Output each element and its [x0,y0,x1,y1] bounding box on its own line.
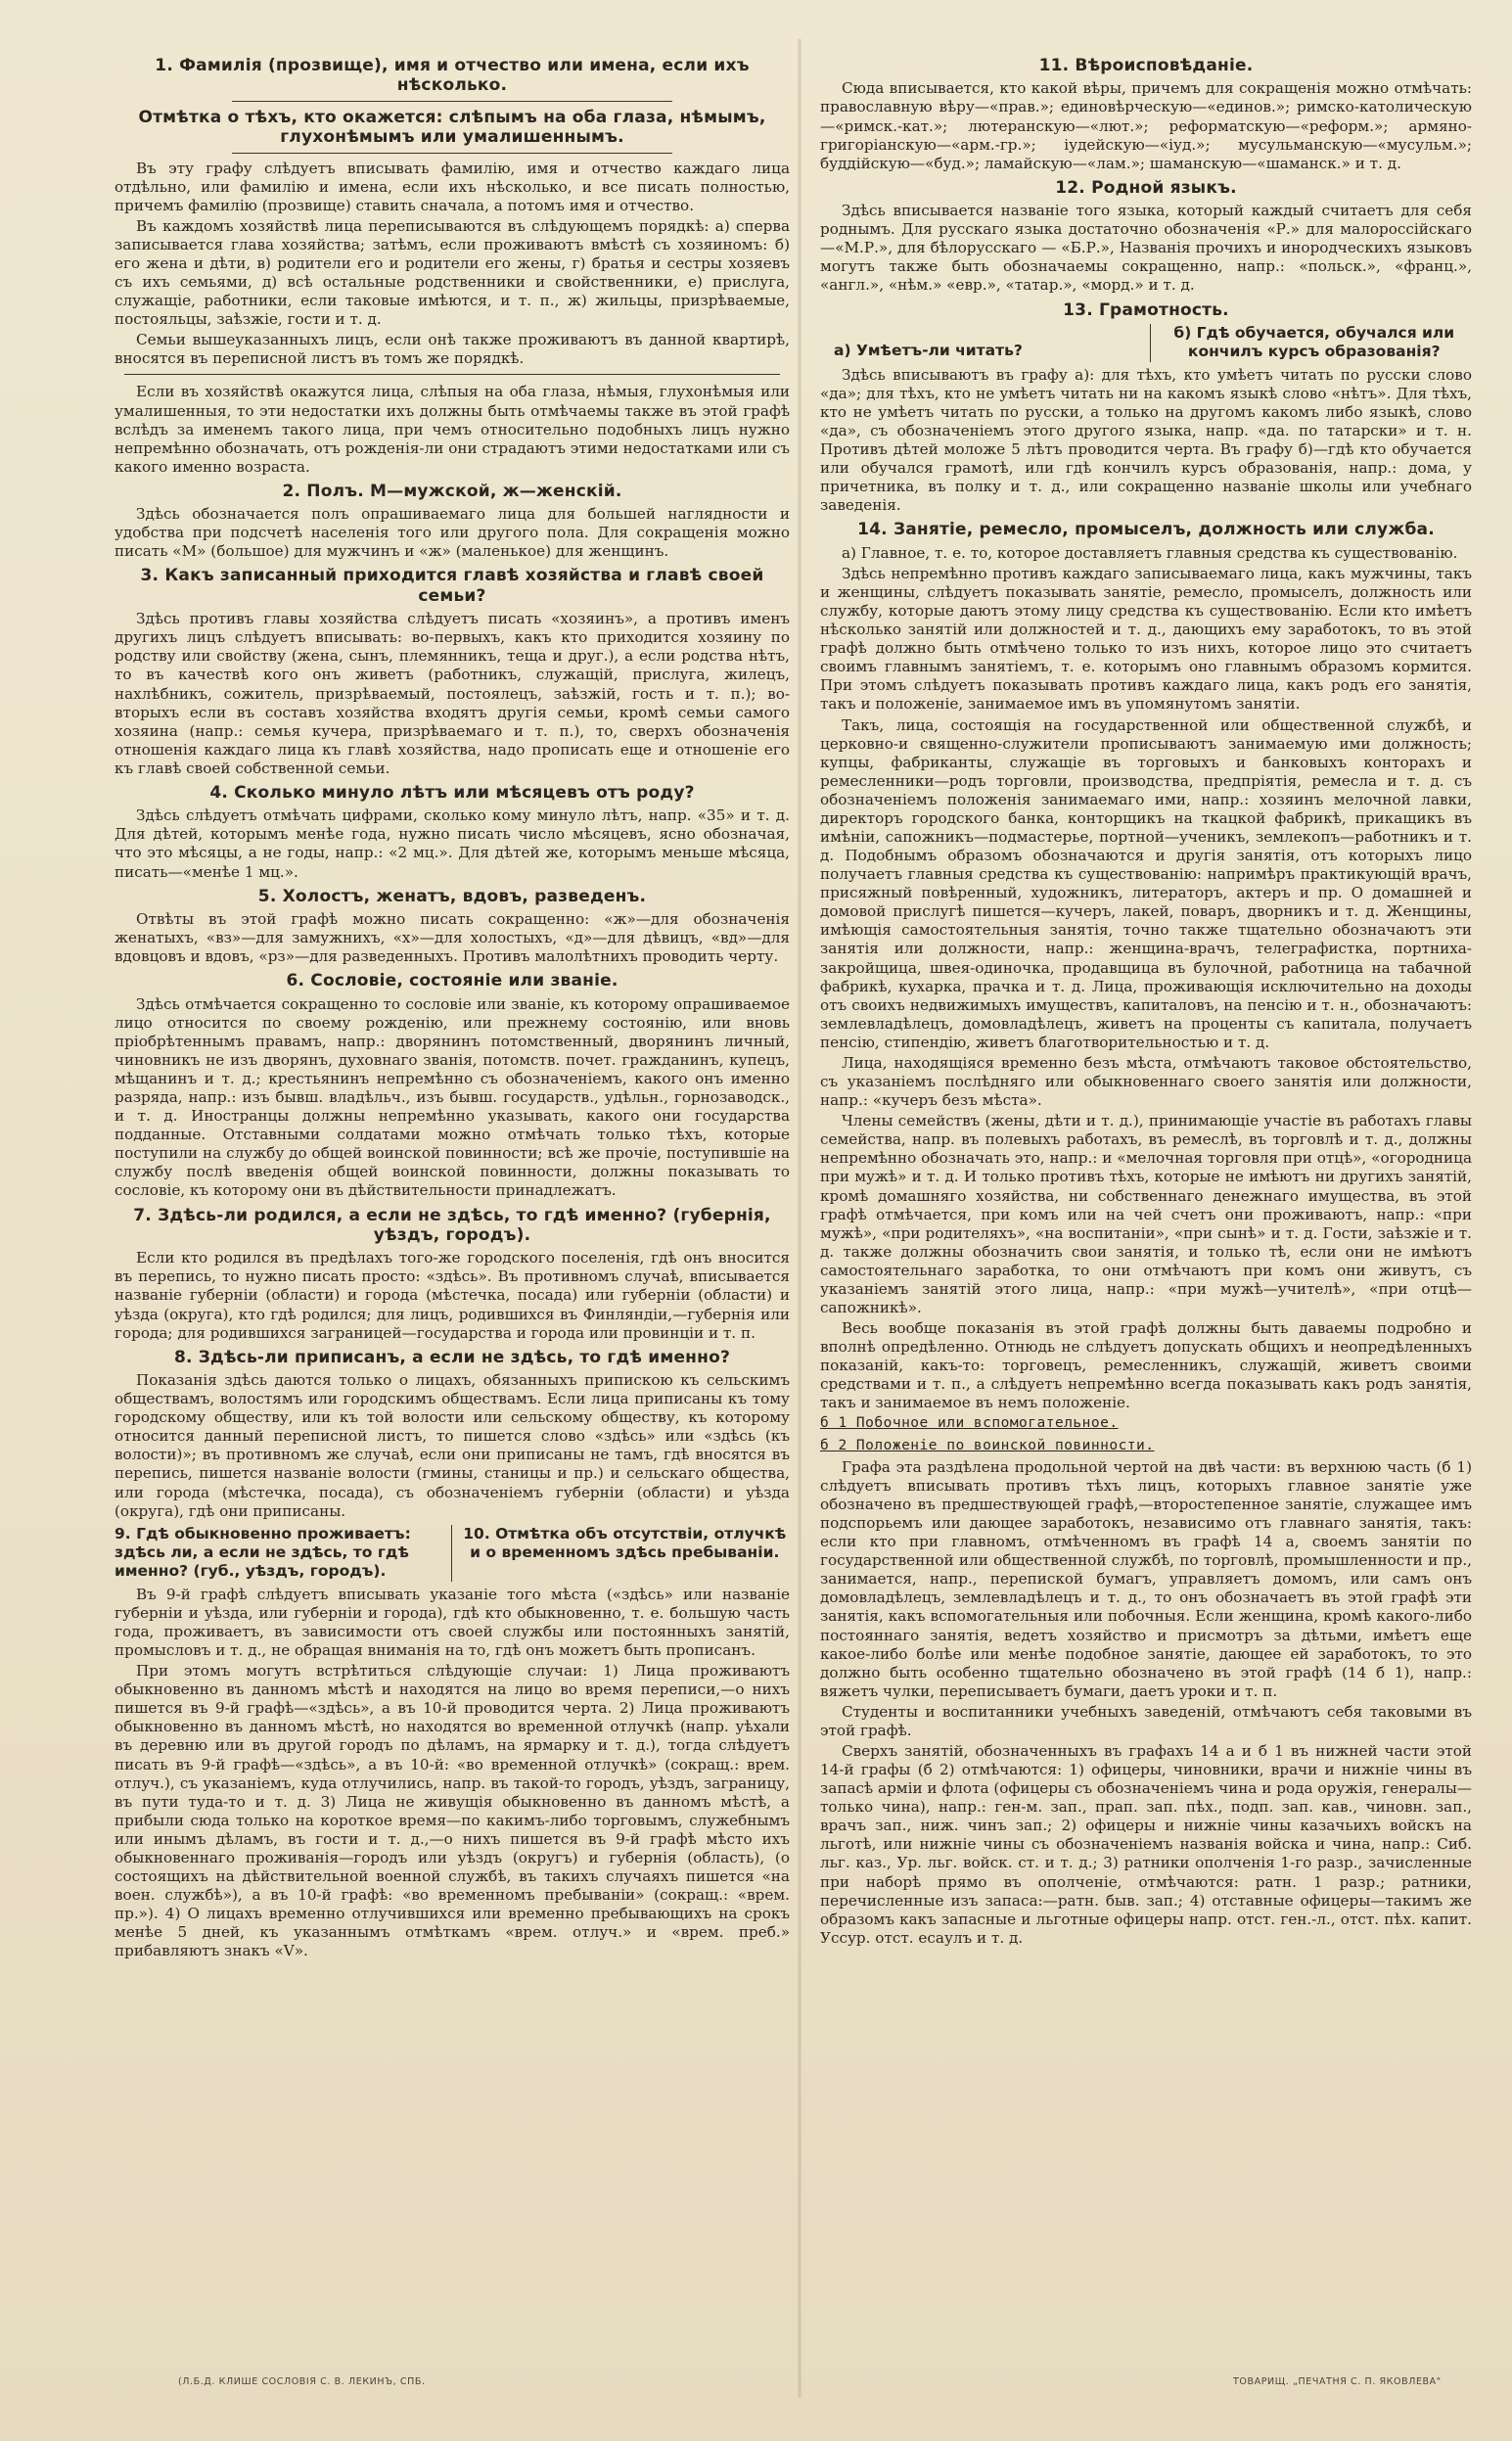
paragraph: а) Главное, т. е. то, которое доставляетъ главныя средства къ существованію. [842,543,1458,562]
heading-mark: Отмѣтка о тѣхъ, кто окажется: слѣпымъ на оба глаза, нѣмымъ, глухонѣмымъ или умалишеннымъ. [138,107,766,148]
heading-9-residence: 9. Гдѣ обыкновенно проживаетъ: здѣсь ли, а если не здѣсь, то гдѣ именно? (губ., уѣздъ, городъ). [115,1524,411,1581]
paragraph: Графа эта раздѣлена продольной чертой на двѣ части: въ верхнюю часть (б 1) слѣдуетъ вписывать противъ тѣхъ лицъ, которыхъ главное занятіе уже обозначено въ предшествующей графѣ,—второстепенное занятіе, служащее имъ подспорьемъ или дающее заработокъ, независимо отъ главнаго занятія, такъ: если кто при главномъ, отмѣченномъ въ графѣ 14 а, своемъ занятіи по государственной или общественной службѣ, по торговлѣ, промышленности и пр., занимается, напр., перепиской бумагъ, управляетъ домомъ, или самъ онъ домовладѣлецъ, землевладѣлецъ и т. д., то онъ обозначаетъ въ этой графѣ эти занятія, какъ вспомогательныя или побочныя. Если женщина, кромѣ какого-либо постояннаго занятія, ведетъ хозяйство и присмотръ за дѣтьми, имѣетъ еще какое-либо болѣе или менѣе подобное занятіе, дающее ей заработокъ, то это должно быть особенно тщательно обозначено въ этой графѣ (14 б 1), напр.: вяжетъ чулки, переписываетъ бумаги, даетъ уроки и т. п. [820,1457,1472,1700]
divider [232,153,672,154]
paragraph: Весь вообще показанія въ этой графѣ должны быть даваемы подробно и вполнѣ опредѣленно. Отнюдь не слѣдуетъ допускать общихъ и неопредѣленныхъ показаній, какъ-то: торговецъ, ремесленникъ, служащій, живетъ своими средствами и т. п., а слѣдуетъ непремѣнно всегда показывать какъ родъ занятія, такъ и занимаемое въ немъ положеніе. [820,1319,1472,1412]
heading-4-age: 4. Сколько минуло лѣтъ или мѣсяцевъ отъ роду? [209,782,695,803]
paragraph: Студенты и воспитанники учебныхъ заведеній, отмѣчаютъ себя таковыми въ этой графѣ. [820,1702,1472,1739]
heading-2-sex: 2. Полъ. М—мужской, ж—женскій. [282,481,622,501]
heading-13b: б) Гдѣ обучается, обучался или кончилъ курсъ образованія? [1150,324,1473,362]
paragraph: Здѣсь вписываютъ въ графу а): для тѣхъ, кто умѣетъ читать по русски слово «да»; для тѣхъ, кто не умѣетъ читать ни на какомъ языкѣ слово «нѣтъ». Для тѣхъ, кто не умѣетъ читать по русски, а только на другомъ какомъ либо языкѣ, слово «да», съ обозначеніемъ этого другого языка, напр. «да. по татарски» и т. н. Противъ дѣтей моложе 5 лѣтъ проводится черта. Въ графу б)—гдѣ кто обучается или обучался грамотѣ, или гдѣ кончилъ курсъ образованія, напр.: дома, у причетника, въ полку и т. д., или сокращенно названіе школы или учебнаго заведенія. [820,365,1472,515]
paragraph: Если въ хозяйствѣ окажутся лица, слѣпыя на оба глаза, нѣмыя, глухонѣмыя или умалишенныя, то эти недостатки ихъ должны быть отмѣчаемы также въ этой графѣ вслѣдъ за именемъ такого лица, при чемъ относительно подобныхъ лицъ нужно непремѣнно обозначать, отъ рожденія-ли они страдаютъ этими недостатками или съ какого именно возраста. [115,383,790,476]
paragraph: Сюда вписывается, кто какой вѣры, причемъ для сокращенія можно отмѣчать: православную вѣру—«прав.»; единовѣрческую—«единов.»; римско-католическую—«римск.-кат.»; лютеранскую—«лют.»; реформатскую—«реформ.»; армяно-григоріанскую—«арм.-гр.»; іудейскую—«іуд.»; мусульманскую—«мусульм.»; буддійскую—«буд.»; ламайскую—«лам.»; шаманскую—«шаманск.» и т. д. [820,79,1472,172]
paragraph: Здѣсь обозначается полъ опрашиваемаго лица для большей наглядности и удобства при подсчетѣ населенія того или другого пола. Для сокращенія можно писать «М» (большое) для мужчинъ и «ж» (маленькое) для женщинъ. [115,505,790,561]
paragraph: Здѣсь отмѣчается сокращенно то сословіе или званіе, къ которому опрашиваемое лицо относится по своему рожденію, или прежнему состоянію, или вновь пріобрѣтеннымъ правамъ, напр.: дворянинъ потомственный, дворянинъ личный, чиновникъ не изъ дворянъ, духовнаго званія, потомств. почет. гражданинъ, купецъ, мѣщанинъ и т. д.; крестьянинъ непремѣнно съ обозначеніемъ, какого онъ именно разряда, напр.: изъ бывш. владѣльч., изъ бывш. государств., удѣльн., горнозаводск., и т. д. Иностранцы должны непремѣнно указывать, какого они государства подданные. Отставными солдатами можно отмѣчать только тѣхъ, которые поступили на службу до общей воинской повинности; всѣ же прочіе, поступившіе на службу послѣ введенія общей воинской повинности, должны показывать то сословіе, къ которому они въ дѣйствительности принадлежатъ. [115,994,790,1200]
subheading-b1-text: б 1 Побочное или вспомогательное. [820,1415,1119,1432]
heading-6-estate: 6. Сословіе, состояніе или званіе. [286,971,619,991]
paragraph: Отвѣты въ этой графѣ можно писать сокращенно: «ж»—для обозначенія женатыхъ, «вз»—для замужнихъ, «х»—для холостыхъ, «д»—для дѣвицъ, «вд»—для вдовцовъ и вдовъ, «рз»—для разведенныхъ. Противъ малолѣтнихъ проводить черту. [115,910,790,966]
paragraph: Здѣсь слѣдуетъ отмѣчать цифрами, сколько кому минуло лѣтъ, напр. «35» и т. д. Для дѣтей, которымъ менѣе года, нужно писать число мѣсяцевъ, ясно обозначая, что это мѣсяцы, а не годы, напр.: «2 мц.». Для дѣтей же, которымъ меньше мѣсяца, писать—«менѣе 1 мц.». [115,806,790,881]
heading-11-religion: 11. Вѣроисповѣданіе. [1038,56,1254,75]
heading-7-birthplace: 7. Здѣсь-ли родился, а если не здѣсь, то гдѣ именно? (губернія, уѣздъ, городъ). [133,1205,771,1245]
paragraph: Показанія здѣсь даются только о лицахъ, обязанныхъ припискою къ сельскимъ обществамъ, волостямъ или городскимъ обществамъ. Если лица приписаны къ тому городскому обществу, или къ той волости или сельскому обществу, къ которому относится данный переписной листъ, то пишется слово «здѣсь» или «здѣсь (къ волости)»; въ противномъ же случаѣ, если они приписаны не тамъ, гдѣ вносятся въ перепись, пишется названіе волости (гмины, станицы и пр.) и сельскаго общества, или города (мѣстечка, посада), съ обозначеніемъ губерніи (области) и уѣзда (округа), гдѣ они приписаны. [115,1371,790,1520]
paragraph: Въ эту графу слѣдуетъ вписывать фамилію, имя и отчество каждаго лица отдѣльно, или фамилію и имена, если ихъ нѣсколько, и все писать полностью, причемъ фамилію (прозвище) ставить сначала, а потомъ имя и отчество. [115,159,790,214]
heading-10-absence: 10. Отмѣтка объ отсутствіи, отлучкѣ и о временномъ здѣсь пребываніи. [451,1525,791,1582]
divider [124,374,780,375]
literacy-subheadings [820,324,1472,362]
paragraph: Лица, находящіяся временно безъ мѣста, отмѣчаютъ таковое обстоятельство, съ указаніемъ послѣдняго или обыкновеннаго своего занятія или должности, напр.: «кучеръ безъ мѣста». [820,1053,1472,1110]
heading-5-marital: 5. Холостъ, женатъ, вдовъ, разведенъ. [257,886,647,906]
paragraph: Члены семействъ (жены, дѣти и т. д.), принимающіе участіе въ работахъ главы семейства, напр. въ полевыхъ работахъ, въ ремеслѣ, въ торговлѣ и т. д., должны непремѣнно обозначать это, напр.: и «мелочная торговля при отцѣ», «огородница при мужѣ» и т. д. И только противъ тѣхъ, которые не имѣютъ ни другихъ занятій, кромѣ домашняго хозяйства, ни собственнаго денежнаго имущества, въ этой графѣ отмѣчается, при комъ или на чей счетъ они проживаютъ, напр.: «при мужѣ», «при родителяхъ», «на воспитаніи», «при сынѣ» и т. д. Гости, заѣзжіе и т. д. также должны обозначить свои занятія, и только тѣ, если они не имѣютъ самостоятельнаго заработка, то они отмѣчаютъ при комъ они живутъ, съ указаніемъ занятій этого лица, напр.: «при мужѣ—учителѣ», «при отцѣ—сапожникѣ». [820,1112,1472,1316]
right-column [820,51,1472,2371]
subheading-b1 [820,1414,1472,1432]
paragraph: При этомъ могутъ встрѣтиться слѣдующіе случаи: 1) Лица проживаютъ обыкновенно въ данномъ мѣстѣ и находятся на лицо во время переписи,—о нихъ пишется въ 9-й графѣ—«здѣсь», а въ 10-й проводится черта. 2) Лица проживаютъ обыкновенно въ данномъ мѣстѣ, но находятся во временной отлучкѣ (напр. уѣхали въ деревню или въ другой городъ по дѣламъ, на ярмарку и т. д.), тогда слѣдуетъ писать въ 9-й графѣ—«здѣсь», а въ 10-й: «во временной отлучкѣ» (сокращ.: врем. отлуч.), съ указаніемъ, куда отлучились, напр. въ такой-то городъ, уѣздъ, заграницу, въ пути туда-то и т. д. 3) Лица не живущія обыкновенно въ данномъ мѣстѣ, а прибыли сюда только на короткое время—по какимъ-либо торговымъ, служебнымъ или инымъ дѣламъ, въ гости и т. д.,—о нихъ пишется въ 9-й графѣ мѣсто ихъ обыкновеннаго проживанія—городъ или уѣздъ (округъ) и губернія (область), (о состоящихъ на дѣйствительной военной службѣ, въ такихъ случаяхъ пишется «на воен. службѣ»), а въ 10-й графѣ: «во временномъ пребываніи» (сокращ.: «врем. пр.»). 4) О лицахъ временно отлучившихся или временно пребывающихъ на срокъ менѣе 5 дней, къ указаннымъ отмѣткамъ «врем. отлуч.» и «врем. преб.» прибавляютъ знакъ «V». [115,1662,790,1960]
heading-3-relation: 3. Какъ записанный приходится главѣ хозяйства и главѣ своей семьи? [140,566,764,606]
printer-imprint-right: ТОВАРИЩ. „ПЕЧАТНЯ С. П. ЯКОВЛЕВА" [1233,2376,1442,2387]
paragraph: Семьи вышеуказанныхъ лицъ, если онѣ также проживаютъ въ данной квартирѣ, вносятся въ переписной листъ въ томъ же порядкѣ. [115,331,790,368]
paper-fold [798,39,802,2398]
heading-1-name: 1. Фамилія (прозвище), имя и отчество или имена, если ихъ нѣсколько. [155,56,750,96]
heading-13a: а) Умѣетъ-ли читать? [834,341,1023,359]
paragraph: Въ каждомъ хозяйствѣ лица переписываются въ слѣдующемъ порядкѣ: а) сперва записывается глава хозяйства; затѣмъ, если проживаютъ вмѣстѣ съ хозяиномъ: б) его жена и дѣти, в) родители его и родители его жены, г) братья и сестры хозяевъ съ ихъ семьями, д) всѣ остальные родственники и свойственники, е) прислуга, служащіе, работники, если таковые имѣются, и т. п., ж) жильцы, призрѣваемые, постояльцы, заѣзжіе, гости и т. д. [115,216,790,329]
subheading-b2 [820,1437,1472,1454]
divider [232,101,672,102]
paragraph: Если кто родился въ предѣлахъ того-же городского поселенія, гдѣ онъ вносится въ перепись, то нужно писать просто: «здѣсь». Въ противномъ случаѣ, вписывается названіе губерніи (области) и города (мѣстечка, посада) или губерніи (области) и уѣзда (округа), кто гдѣ родился; для лицъ, родившихся въ Финляндіи,—губернія или города; для родившихся заграницей—государства и города или провинціи и т. п. [115,1249,790,1342]
paragraph: Такъ, лица, состоящія на государственной или общественной службѣ, и церковно-и священно-служители прописываютъ занимаемую ими должность; купцы, фабриканты, служащіе въ торговыхъ и банковыхъ конторахъ и ремесленники—родъ торговли, производства, предпріятія, ремесла и т. д. съ обозначеніемъ положенія занимаемаго ими, напр.: хозяинъ мелочной лавки, директоръ городского банка, конторщикъ на ткацкой фабрикѣ, прикащикъ въ имѣніи, сапожникъ—подмастерье, портной—ученикъ, землекопъ—работникъ и т. д. Подобнымъ образомъ обозначаются и другія занятія, отъ которыхъ лицо получаетъ главныя средства къ существованію: напримѣръ практикующій врачъ, присяжный повѣренный, художникъ, литераторъ, актеръ и пр. О домашней и домовой прислугѣ пишется—кучеръ, лакей, поваръ, дворникъ и т. д. Женщины, имѣющія самостоятельныя занятія, точно также тщательно обозначаютъ эти занятія или должности, напр.: женщина-врачъ, телеграфистка, портниха-закройщица, швея-одиночка, продавщица въ булочной, работница на табачной фабрикѣ, кухарка, прачка и т. д. Лица, проживающія исключительно на доходы отъ своихъ недвижимыхъ имуществъ, капиталовъ, на пенсію и т. н., обозначаютъ: землевладѣлецъ, домовладѣлецъ, живетъ на проценты съ капитала, получаетъ пенсію, стипендію, живетъ благотворительностью и т. д. [820,715,1472,1051]
paragraph: Здѣсь непремѣнно противъ каждаго записываемаго лица, какъ мужчины, такъ и женщины, слѣдуетъ показывать занятіе, ремесло, промыселъ, должность или службу, которые даютъ этому лицу средства къ существованію. Если кто имѣетъ нѣсколько занятій или должностей и т. д., дающихъ ему заработокъ, то въ этой графѣ должно быть отмѣчено только то изъ нихъ, которое лицо это считаетъ своимъ главнымъ занятіемъ, т. е. которымъ оно главнымъ образомъ кормится. При этомъ слѣдуетъ показывать противъ каждаго лица, какъ родъ его занятія, такъ и положеніе, занимаемое имъ въ упомянутомъ занятіи. [820,564,1472,714]
heading-14-occupation: 14. Занятіе, ремесло, промыселъ, должность или служба. [857,520,1435,540]
subheading-b2-text: б 2 Положеніе по воинской повинности. [820,1437,1155,1453]
printer-imprint-left: (Л.Б.Д. КЛИШЕ СОСЛОВІЯ С. В. ЛЕКИНЪ, СПБ. [178,2376,426,2387]
paragraph: Здѣсь противъ главы хозяйства слѣдуетъ писать «хозяинъ», а противъ именъ другихъ лицъ слѣдуетъ вписывать: во-первыхъ, какъ кто приходится хозяину по родству или свойству (жена, сынъ, племянникъ, теща и друг.), а если родства нѣтъ, то въ качествѣ кого онъ живетъ (работникъ, служащій, прислуга, жилецъ, нахлѣбникъ, сожитель, призрѣваемый, постоялецъ, заѣзжій, гость и т. п.); во-вторыхъ если въ составъ хозяйства входятъ другія семьи, кромѣ семьи самого хозяина (напр.: семья кучера, призрѣваемаго и т. п.), то, сверхъ обозначенія отношенія каждаго лица къ главѣ хозяйства, надо прописать еще и отношеніе его къ главѣ своей собственной семьи. [115,610,790,777]
heading-13-literacy: 13. Грамотность. [1063,299,1229,320]
left-column [115,51,790,2331]
heading-9-10 [115,1525,790,1582]
paragraph: Здѣсь вписывается названіе того языка, который каждый считаетъ для себя роднымъ. Для русскаго языка достаточно обозначенія «Р.» для малороссійскаго—«М.Р.», для бѣлорусскаго — «Б.Р.», Названія прочихъ и инородческихъ языковъ могутъ также быть обозначаемы сокращенно, напр.: «польск.», «франц.», «англ.», «нѣм.» «евр.», «татар.», «морд.» и т. д. [820,202,1472,295]
paragraph: Въ 9-й графѣ слѣдуетъ вписывать указаніе того мѣста («здѣсь» или названіе губерніи и уѣзда, или губерніи и города), гдѣ кто обыкновенно, т. е. большую часть года, проживаетъ, въ зависимости отъ своей службы или постоянныхъ занятій, промысловъ и т. д., не обращая вниманія на то, гдѣ онъ можетъ быть прописанъ. [115,1585,790,1660]
paragraph: Сверхъ занятій, обозначенныхъ въ графахъ 14 а и б 1 въ нижней части этой 14-й графы (б 2) отмѣчаются: 1) офицеры, чиновники, врачи и нижніе чины въ запасѣ арміи и флота (офицеры съ обозначеніемъ чина и рода оружія, генералы—только чина), напр.: ген-м. зап., прап. зап. пѣх., подп. зап. кав., чиновн. зап., врачъ зап., ниж. чинъ зап.; 2) офицеры и нижніе чины казачьихъ войскъ на льготѣ, или нижніе чины съ обозначеніемъ названія войска и чина, напр.: Сиб. льг. каз., Ур. льг. войск. ст. и т. д.; 3) ратники ополченія 1-го разр., зачисленные при наборѣ прямо въ ополченіе, отмѣчаются: ратн. 1 разр.; ратники, перечисленные изъ запаса:—ратн. быв. зап.; 4) отставные офицеры—такимъ же образомъ какъ запасные и льготные офицеры напр. отст. ген.-л., отст. пѣх. капит. Уссур. отст. есаулъ и т. д. [820,1741,1472,1947]
heading-12-language: 12. Родной языкъ. [1055,177,1237,198]
heading-8-registration: 8. Здѣсь-ли приписанъ, а если не здѣсь, то гдѣ именно? [173,1347,731,1367]
